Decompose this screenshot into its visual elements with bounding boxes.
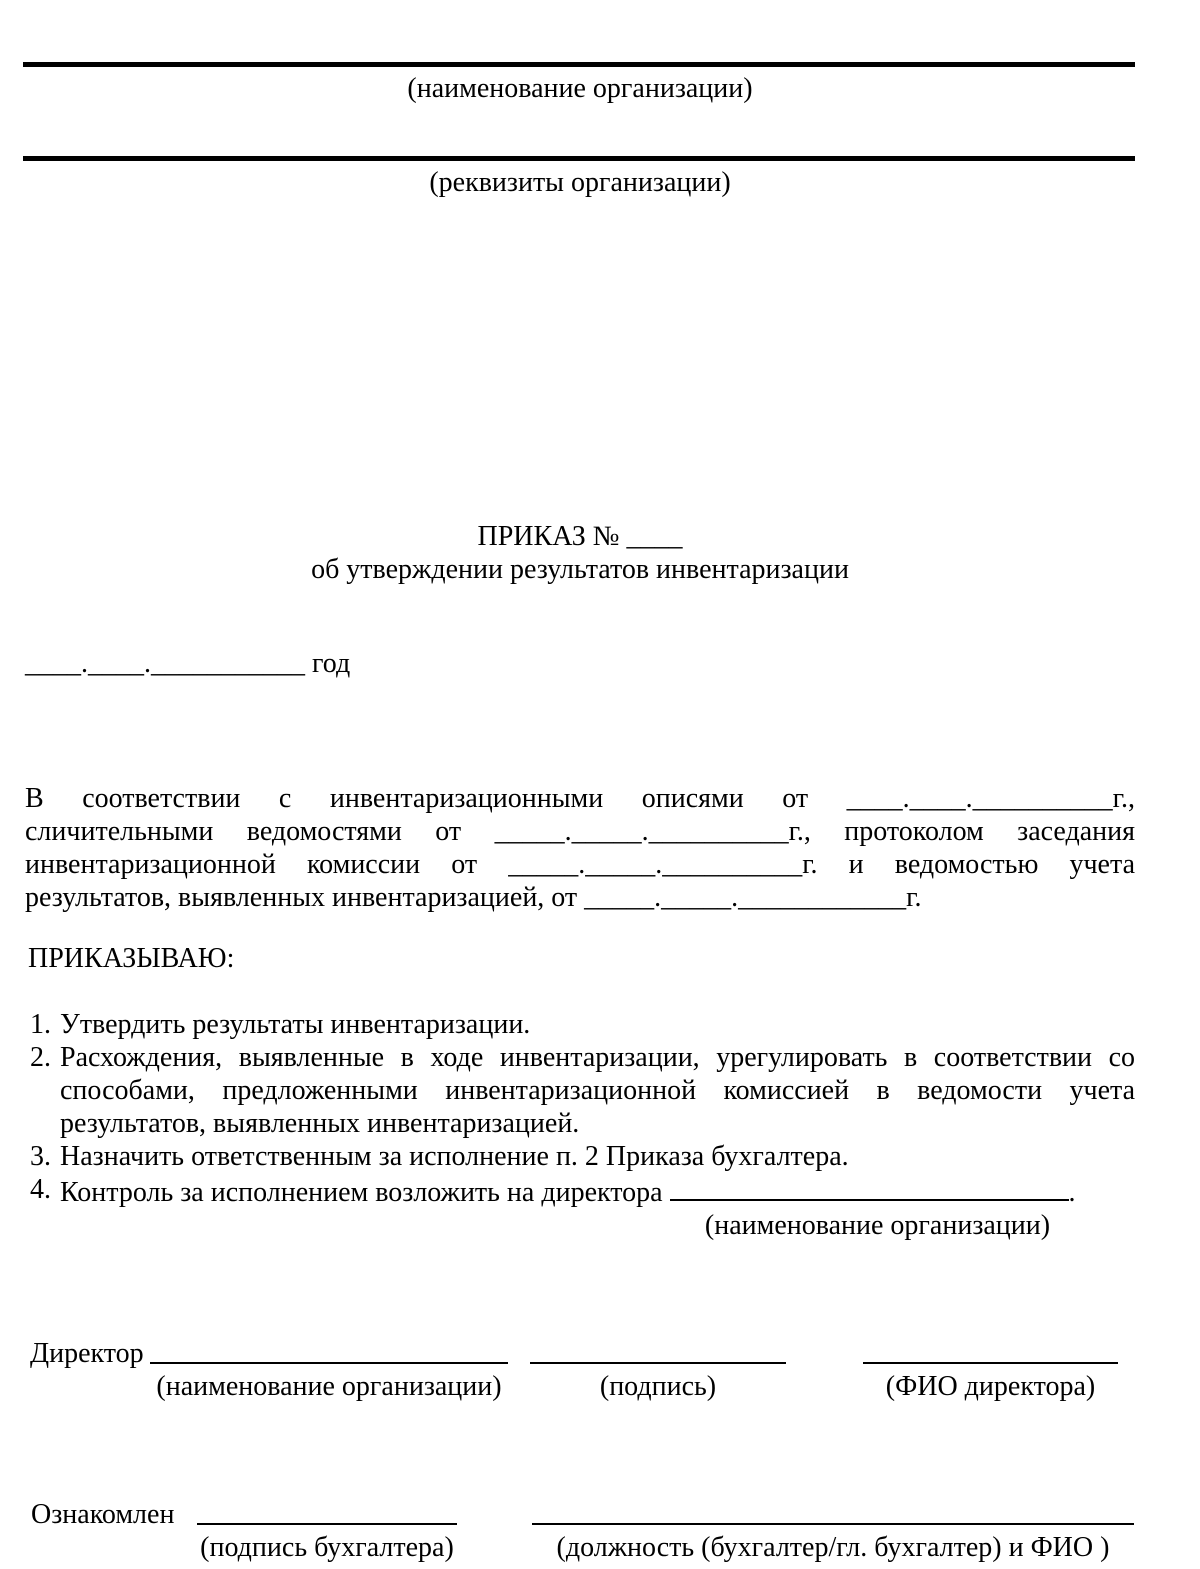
item-text — [60, 1041, 1135, 1140]
signature-caption: (подпись) — [599, 1371, 717, 1402]
item-number: 2. — [30, 1042, 51, 1073]
item-text-line: способами, предложенными инвентаризационной комиссией в ведомости учета — [60, 1075, 1135, 1106]
item-text-suffix: . — [1068, 1177, 1076, 1208]
intro-line: результатов, выявленных инвентаризацией, от _____._____.____________г. — [25, 882, 922, 913]
director-label: Директор — [30, 1338, 144, 1369]
accountant-signature-field — [197, 1498, 457, 1564]
item-text-line: Расхождения, выявленные в ходе инвентаризации, урегулировать в соответствии со — [60, 1042, 1135, 1073]
signature-caption: (должность (бухгалтер/гл. бухгалтер) и ФИО ) — [556, 1532, 1110, 1563]
signature-caption: (ФИО директора) — [885, 1371, 1096, 1402]
intro-paragraph — [25, 782, 1135, 914]
signature-caption: (подпись бухгалтера) — [200, 1532, 454, 1563]
item-text-fragment: Контроль за исполнением возложить на директора — [60, 1177, 663, 1208]
director-signature-field — [530, 1337, 786, 1403]
signature-blank-line — [863, 1337, 1118, 1364]
signature-blank-line — [150, 1337, 508, 1364]
item-number: 3. — [30, 1141, 51, 1172]
item-number: 1. — [30, 1009, 51, 1040]
signature-blank-line — [530, 1337, 786, 1364]
org-name-fill-in-blank — [670, 1173, 1069, 1201]
order-heading: ПРИКАЗЫВАЮ: — [28, 943, 235, 974]
signature-blank-line — [197, 1498, 457, 1525]
org-name-blank-caption: (наименование организации) — [704, 1210, 1051, 1241]
order-item-4 — [30, 1173, 1135, 1242]
signature-caption: (наименование организации) — [156, 1371, 502, 1402]
item-number: 4. — [30, 1174, 51, 1205]
accountant-position-name-field — [532, 1498, 1134, 1564]
order-item-3 — [30, 1140, 1135, 1173]
intro-line: сличительными ведомостями от _____._____.__________г., протоколом заседания — [25, 816, 1135, 847]
org-details-rule — [23, 156, 1135, 161]
order-item-1 — [30, 1008, 1135, 1041]
org-details-caption: (реквизиты организации) — [429, 167, 731, 198]
item-text-line: результатов, выявленных инвентаризацией. — [60, 1108, 580, 1139]
acknowledged-label: Ознакомлен — [31, 1499, 175, 1530]
order-subtitle: об утверждении результатов инвентаризации — [311, 554, 849, 585]
item-text: Утвердить результаты инвентаризации. — [60, 1009, 531, 1040]
order-title: ПРИКАЗ № ____ — [477, 521, 683, 552]
item-text: Назначить ответственным за исполнение п. 2 Приказа бухгалтера. — [60, 1141, 849, 1172]
order-date-line: ____.____.___________ год — [25, 648, 351, 679]
intro-line: В соответствии с инвентаризационными описями от ____.____.__________г., — [25, 783, 1135, 814]
item-text — [60, 1173, 1135, 1242]
intro-line: инвентаризационной комиссии от _____._____.__________г. и ведомостью учета — [25, 849, 1135, 880]
org-name-rule — [23, 62, 1135, 67]
org-name-caption: (наименование организации) — [407, 73, 753, 104]
director-name-field — [863, 1337, 1118, 1403]
signature-blank-line — [532, 1498, 1134, 1525]
order-items-list — [30, 1008, 1135, 1242]
director-org-name-field — [150, 1337, 508, 1403]
order-title-block — [25, 520, 1135, 586]
order-item-2 — [30, 1041, 1135, 1140]
